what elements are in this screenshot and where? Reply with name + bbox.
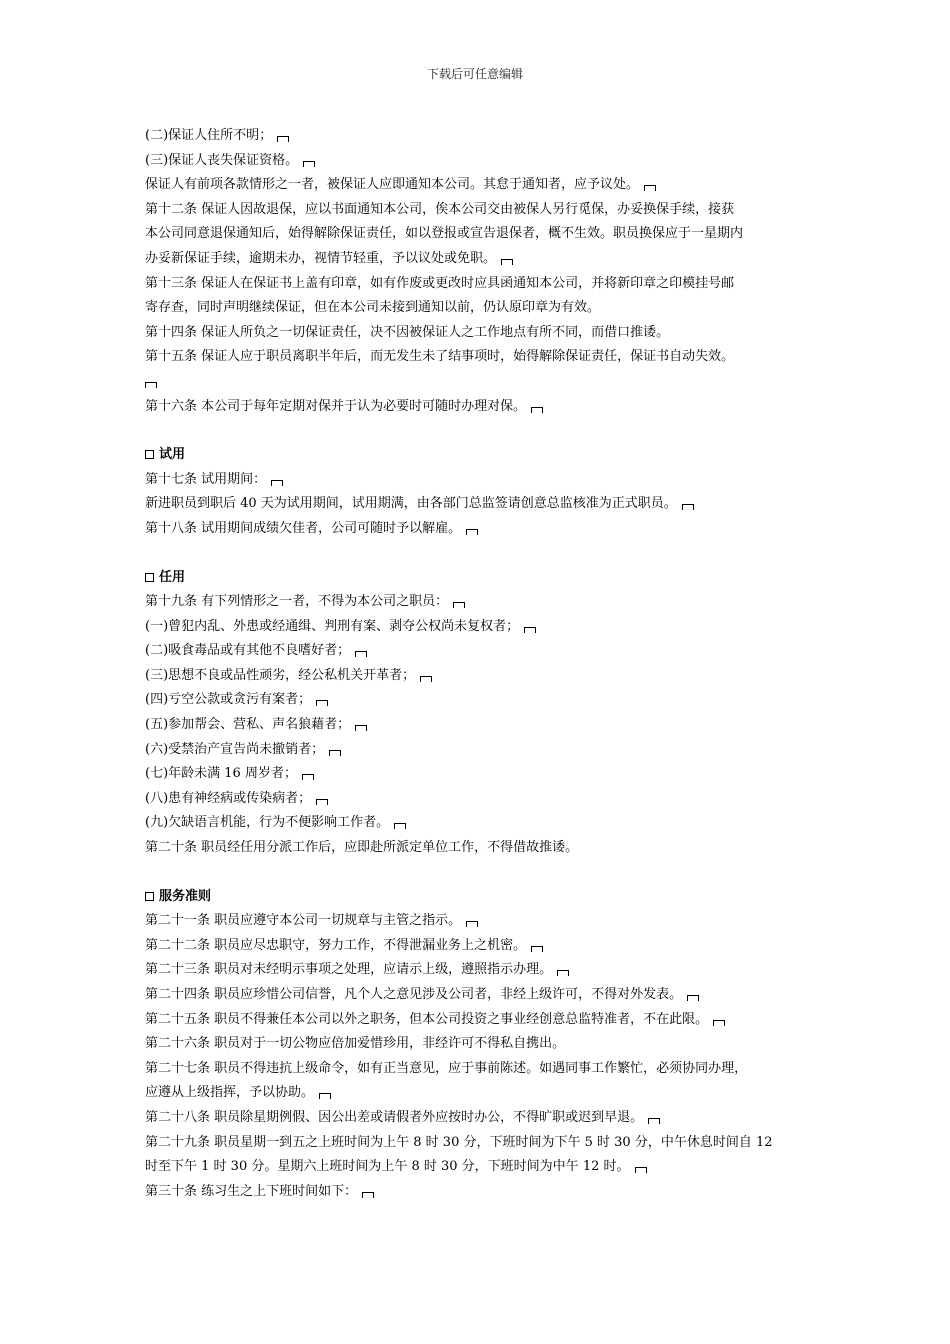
text-line [145, 836, 820, 861]
text-line [145, 1008, 820, 1033]
text-line [145, 1081, 820, 1106]
paragraph-mark-icon [648, 1118, 660, 1124]
section-heading [145, 885, 820, 910]
document-body [145, 124, 820, 1204]
text-line [145, 370, 820, 395]
line-text: 第十七条 试用期间： [145, 471, 267, 487]
paragraph-mark-icon [271, 480, 283, 486]
text-line [145, 811, 820, 836]
line-text: (七)年龄未满 16 周岁者； [145, 766, 297, 782]
text-line [145, 787, 820, 812]
text-line [145, 762, 820, 787]
text-line [145, 639, 820, 664]
text-line [145, 345, 820, 370]
line-text: 第十四条 保证人所负之一切保证责任，决不因被保证人之工作地点有所不同，而借口推诿。 [145, 324, 670, 340]
text-line [145, 1180, 820, 1205]
line-text: 第二十六条 职员对于一切公物应倍加爱惜珍用，非经许可不得私自携出。 [145, 1036, 566, 1052]
line-text: 第二十二条 职员应尽忠职守，努力工作，不得泄漏业务上之机密。 [145, 937, 527, 953]
line-text: 第十九条 有下列情形之一者，不得为本公司之职员： [145, 594, 449, 610]
line-text: 第二十条 职员经任用分派工作后，应即赴所派定单位工作，不得借故推诿。 [145, 840, 579, 856]
paragraph-mark-icon [420, 676, 432, 682]
text-line [145, 1131, 820, 1156]
section-heading-text: 服务准则 [159, 888, 212, 904]
page-header: 下载后可任意编辑 [426, 67, 523, 81]
line-text: 应遵从上级指挥，予以协助。 [145, 1085, 315, 1101]
line-text: (四)亏空公款或贪污有案者； [145, 692, 312, 708]
line-text: (六)受禁治产宣告尚未撤销者； [145, 741, 325, 757]
line-text: 第十五条 保证人应于职员离职半年后，而无发生未了结事项时，始得解除保证责任，保证书自动失效。 [145, 349, 735, 365]
paragraph-mark-icon [303, 161, 315, 167]
paragraph-mark-icon [453, 602, 465, 608]
checkbox-square-icon [145, 892, 154, 901]
text-line [145, 738, 820, 763]
line-text: 第十三条 保证人在保证书上盖有印章，如有作废或更改时应具函通知本公司，并将新印章之印模挂号邮 [145, 275, 735, 291]
text-line [145, 395, 820, 420]
line-text: 第二十八条 职员除星期例假、因公出差或请假者外应按时办公，不得旷职或迟到早退。 [145, 1109, 644, 1125]
paragraph-mark-icon [394, 823, 406, 829]
paragraph-mark-icon [316, 700, 328, 706]
paragraph-mark-icon [302, 774, 314, 780]
line-text: 时至下午 1 时 30 分。星期六上班时间为上午 8 时 30 分，下班时间为中午 12 时。 [145, 1159, 630, 1175]
text-line [145, 934, 820, 959]
paragraph-mark-icon [329, 750, 341, 756]
line-text: (二)吸食毒品或有其他不良嗜好者； [145, 643, 351, 659]
text-line [145, 247, 820, 272]
text-line [145, 983, 820, 1008]
text-line [145, 468, 820, 493]
paragraph-mark-icon [635, 1167, 647, 1173]
line-text: 第二十三条 职员对未经明示事项之处理，应请示上级，遵照指示办理。 [145, 962, 553, 978]
line-text: 第二十一条 职员应遵守本公司一切规章与主管之指示。 [145, 913, 462, 929]
text-line [145, 124, 820, 149]
paragraph-mark-icon [501, 259, 513, 265]
line-text: 办妥新保证手续，逾期未办，视情节轻重，予以议处或免职。 [145, 250, 497, 266]
checkbox-square-icon [145, 573, 154, 582]
paragraph-mark-icon [687, 995, 699, 1001]
line-text: (三)保证人丧失保证资格。 [145, 152, 299, 168]
paragraph-mark-icon [277, 136, 289, 142]
line-text: 寄存查，同时声明继续保证，但在本公司未接到通知以前，仍认原印章为有效。 [145, 300, 601, 316]
text-line [145, 1032, 820, 1057]
line-text: 第十六条 本公司于每年定期对保并于认为必要时可随时办理对保。 [145, 398, 527, 414]
paragraph-mark-icon [355, 651, 367, 657]
text-line [145, 149, 820, 174]
section-spacer [145, 542, 820, 566]
line-text: (二)保证人住所不明； [145, 128, 273, 143]
paragraph-mark-icon [316, 799, 328, 805]
paragraph-mark-icon [466, 921, 478, 927]
paragraph-mark-icon [531, 946, 543, 952]
paragraph-mark-icon [466, 529, 478, 535]
line-text: (三)思想不良或品性顽劣，经公私机关开革者； [145, 667, 416, 683]
line-text: 本公司同意退保通知后，始得解除保证责任，如以登报或宣告退保者，概不生效。职员换保应于一星期内 [145, 226, 744, 242]
line-text: 新进职员到职后 40 天为试用期间，试用期满，由各部门总监签请创意总监核准为正式职员。 [145, 496, 677, 512]
paragraph-mark-icon [362, 1192, 374, 1198]
text-line [145, 1155, 820, 1180]
text-line [145, 590, 820, 615]
section-spacer [145, 419, 820, 443]
line-text: 第二十七条 职员不得违抗上级命令，如有正当意见，应于事前陈述。如遇同事工作繁忙，必须协同办理， [145, 1060, 748, 1076]
paragraph-mark-icon [557, 970, 569, 976]
section-heading-text: 任用 [159, 569, 186, 585]
text-line [145, 713, 820, 738]
text-line [145, 321, 820, 346]
paragraph-mark-icon [145, 382, 157, 388]
paragraph-mark-icon [644, 185, 656, 191]
line-text: 第二十五条 职员不得兼任本公司以外之职务，但本公司投资之事业经创意总监特准者，不在此限。 [145, 1011, 709, 1027]
paragraph-mark-icon [531, 407, 543, 413]
line-text: 第二十四条 职员应珍惜公司信誉，凡个人之意见涉及公司者，非经上级许可，不得对外发表。 [145, 987, 683, 1002]
text-line [145, 517, 820, 542]
text-line [145, 1106, 820, 1131]
line-text: (一)曾犯内乱、外患或经通缉、判刑有案、剥夺公权尚未复权者； [145, 618, 520, 634]
text-line [145, 688, 820, 713]
text-line [145, 664, 820, 689]
text-line [145, 272, 820, 297]
paragraph-mark-icon [319, 1093, 331, 1099]
text-line [145, 222, 820, 247]
line-text: 第三十条 练习生之上下班时间如下： [145, 1183, 358, 1199]
paragraph-mark-icon [524, 627, 536, 633]
text-line [145, 198, 820, 223]
text-line [145, 296, 820, 321]
text-line [145, 615, 820, 640]
paragraph-mark-icon [713, 1020, 725, 1026]
paragraph-mark-icon [682, 504, 694, 510]
line-text: (五)参加帮会、营私、声名狼藉者； [145, 717, 351, 733]
text-line [145, 1057, 820, 1082]
line-text: (九)欠缺语言机能，行为不便影响工作者。 [145, 815, 390, 831]
line-text: 保证人有前项各款情形之一者，被保证人应即通知本公司。其怠于通知者，应予议处。 [145, 177, 640, 193]
section-spacer [145, 861, 820, 885]
text-line [145, 173, 820, 198]
section-heading [145, 443, 820, 468]
line-text: 第十二条 保证人因故退保，应以书面通知本公司，俟本公司交由被保人另行觅保，办妥换保手续，接获 [145, 201, 735, 217]
text-line [145, 958, 820, 983]
line-text: 第十八条 试用期间成绩欠佳者，公司可随时予以解雇。 [145, 520, 462, 536]
paragraph-mark-icon [355, 725, 367, 731]
section-heading-text: 试用 [159, 447, 186, 463]
line-text: (八)患有神经病或传染病者； [145, 790, 312, 806]
line-text: 第二十九条 职员星期一到五之上班时间为上午 8 时 30 分，下班时间为下午 5 时 30 分，中午休息时间自 12 [145, 1134, 773, 1150]
section-heading [145, 566, 820, 591]
checkbox-square-icon [145, 450, 154, 459]
text-line [145, 909, 820, 934]
text-line [145, 492, 820, 517]
